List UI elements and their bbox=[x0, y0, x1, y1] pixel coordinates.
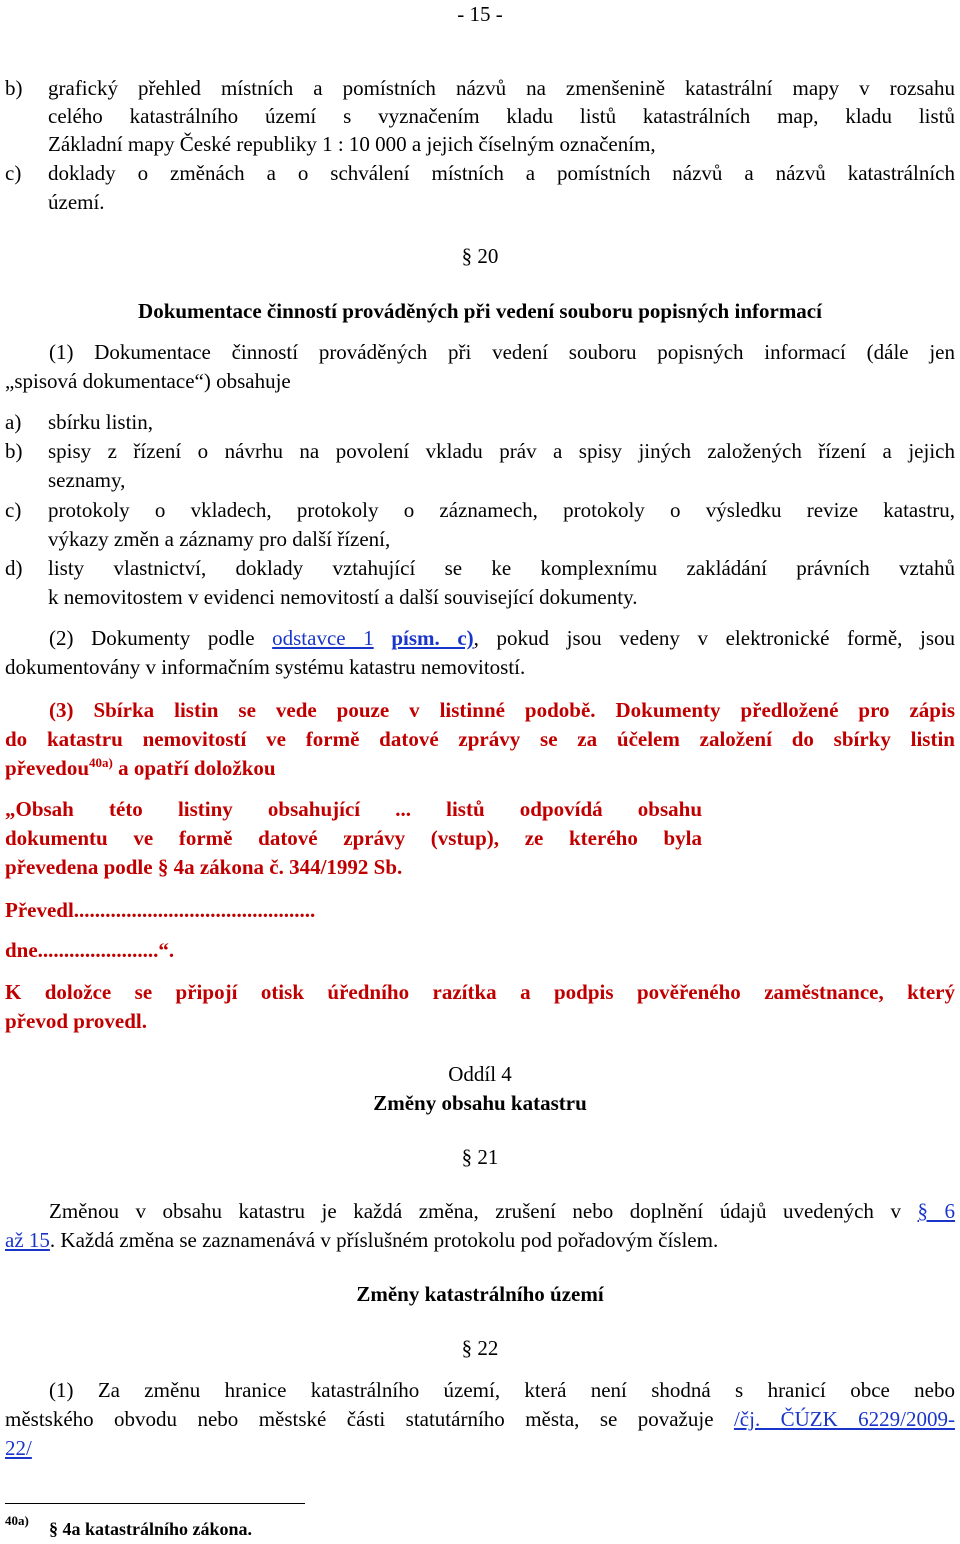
footnote-mark: 40a) bbox=[5, 1513, 29, 1528]
list-label: d) bbox=[5, 556, 23, 580]
paragraph-1-cont: „spisová dokumentace“) obsahuje bbox=[5, 369, 291, 393]
list-label: a) bbox=[5, 410, 22, 434]
paragraph-2-text: (2) Dokumenty podle bbox=[49, 626, 273, 650]
list-item-b bbox=[5, 74, 955, 102]
list-item-b-cont bbox=[5, 466, 955, 494]
list-item-c-cont bbox=[5, 188, 955, 216]
list-text: výkazy změn a záznamy pro další řízení, bbox=[48, 527, 391, 551]
list-text: území. bbox=[48, 190, 105, 214]
link-cj-cuzk-cont[interactable]: 22/ bbox=[5, 1436, 32, 1460]
clause-date: dne.......................“. bbox=[5, 938, 175, 962]
paragraph-21 bbox=[49, 1197, 955, 1225]
paragraph-22-text: městského obvodu nebo městské části statutárního města, se považuje bbox=[5, 1407, 734, 1431]
list-item-a bbox=[5, 408, 955, 436]
clause-prevedl: Převedl.............................................. bbox=[5, 898, 316, 922]
paragraph-3-text: a opatří doložkou bbox=[112, 756, 276, 780]
list-label: c) bbox=[5, 498, 22, 522]
paragraph-3: (3) Sbírka listin se vede pouze v listinné podobě. Dokumenty předložené pro zápis bbox=[49, 698, 955, 722]
list-item-c-cont bbox=[5, 525, 955, 553]
page-number: - 15 - bbox=[457, 2, 503, 26]
paragraph-21-text: . Každá změna se zaznamenává v příslušném protokolu pod pořadovým číslem. bbox=[49, 1228, 719, 1252]
list-text: protokoly o vkladech, protokoly o záznamech, protokoly o výsledku revize katastru, bbox=[48, 498, 955, 522]
list-item-c bbox=[5, 159, 955, 187]
list-text: k nemovitostem v evidenci nemovitostí a další související dokumenty. bbox=[48, 585, 638, 609]
paragraph-22-cont bbox=[5, 1405, 955, 1433]
paragraph-1: (1) Dokumentace činností prováděných při vedení souboru popisných informací (dále jen bbox=[49, 340, 955, 364]
paragraph-3-cont bbox=[5, 754, 955, 782]
paragraph-3-cont: do katastru nemovitostí ve formě datové zprávy se za účelem založení do sbírky listin bbox=[5, 727, 955, 751]
clause-text: dokumentu ve formě datové zprávy (vstup), ze kterého byla bbox=[5, 826, 702, 850]
list-text: listy vlastnictví, doklady vztahující se ke komplexnímu zakládání právních vztahů bbox=[48, 556, 955, 580]
list-label: c) bbox=[5, 161, 22, 185]
paragraph-2-text: , pokud jsou vedeny v elektronické formě, jsou bbox=[473, 626, 955, 650]
list-text: grafický přehled místních a pomístních názvů na zmenšenině katastrální mapy v rozsahu bbox=[48, 76, 955, 100]
list-text: doklady o změnách a o schválení místních a pomístních názvů a názvů katastrálních bbox=[48, 161, 955, 185]
list-item-b-cont bbox=[5, 102, 955, 130]
part-title: Oddíl 4 bbox=[448, 1062, 512, 1086]
link-az-15[interactable]: až 15 bbox=[5, 1228, 50, 1252]
list-text: Základní mapy České republiky 1 : 10 000 a jejich číselným označením, bbox=[48, 132, 656, 156]
list-label: b) bbox=[5, 439, 23, 463]
list-item-c bbox=[5, 496, 955, 524]
clause-text: „Obsah této listiny obsahující ... listů odpovídá obsahu bbox=[5, 797, 702, 821]
paragraph-21-cont bbox=[5, 1226, 955, 1254]
section-number: § 22 bbox=[461, 1336, 499, 1360]
footnote-text: § 4a katastrálního zákona. bbox=[49, 1519, 253, 1539]
section-heading: Dokumentace činností prováděných při vedení souboru popisných informací bbox=[138, 299, 822, 323]
footnote-separator bbox=[5, 1503, 305, 1504]
footnote-ref: 40a) bbox=[89, 755, 113, 770]
paragraph-22: (1) Za změnu hranice katastrálního území, která není shodná s hranicí obce nebo bbox=[49, 1378, 955, 1402]
list-text: sbírku listin, bbox=[48, 410, 154, 434]
link-odstavce-1[interactable]: odstavce 1 bbox=[272, 626, 374, 650]
list-text: seznamy, bbox=[48, 468, 126, 492]
paragraph-21-text: Změnou v obsahu katastru je každá změna, zrušení nebo doplnění údajů uvedených v bbox=[49, 1199, 918, 1223]
list-text: celého katastrálního území s vyznačením kladu listů katastrálních map, kladu listů bbox=[48, 104, 955, 128]
list-label: b) bbox=[5, 76, 23, 100]
list-item-b-cont bbox=[5, 130, 955, 158]
link-pism-c[interactable]: písm. c) bbox=[391, 626, 474, 650]
section-heading: Změny katastrálního území bbox=[356, 1282, 604, 1306]
list-item-d bbox=[5, 554, 955, 582]
section-number: § 21 bbox=[461, 1145, 499, 1169]
list-item-b bbox=[5, 437, 955, 465]
link-par-6[interactable]: § 6 bbox=[917, 1199, 956, 1223]
part-subtitle: Změny obsahu katastru bbox=[373, 1091, 587, 1115]
paragraph-22-cont bbox=[5, 1434, 955, 1462]
paragraph-3-text: převedou bbox=[5, 756, 89, 780]
list-item-d-cont bbox=[5, 583, 955, 611]
link-cj-cuzk[interactable]: /čj. ČÚZK 6229/2009- bbox=[733, 1407, 955, 1431]
stamp-note-cont: převod provedl. bbox=[5, 1009, 147, 1033]
stamp-note: K doložce se připojí otisk úředního razítka a podpis pověřeného zaměstnance, který bbox=[5, 980, 955, 1004]
section-number: § 20 bbox=[461, 244, 499, 268]
paragraph-2 bbox=[49, 624, 955, 652]
list-text: spisy z řízení o návrhu na povolení vkladu práv a spisy jiných založených řízení a jejich bbox=[48, 439, 955, 463]
paragraph-2-cont: dokumentovány v informačním systému katastru nemovitostí. bbox=[5, 655, 526, 679]
clause-text: převedena podle § 4a zákona č. 344/1992 Sb. bbox=[5, 855, 403, 879]
